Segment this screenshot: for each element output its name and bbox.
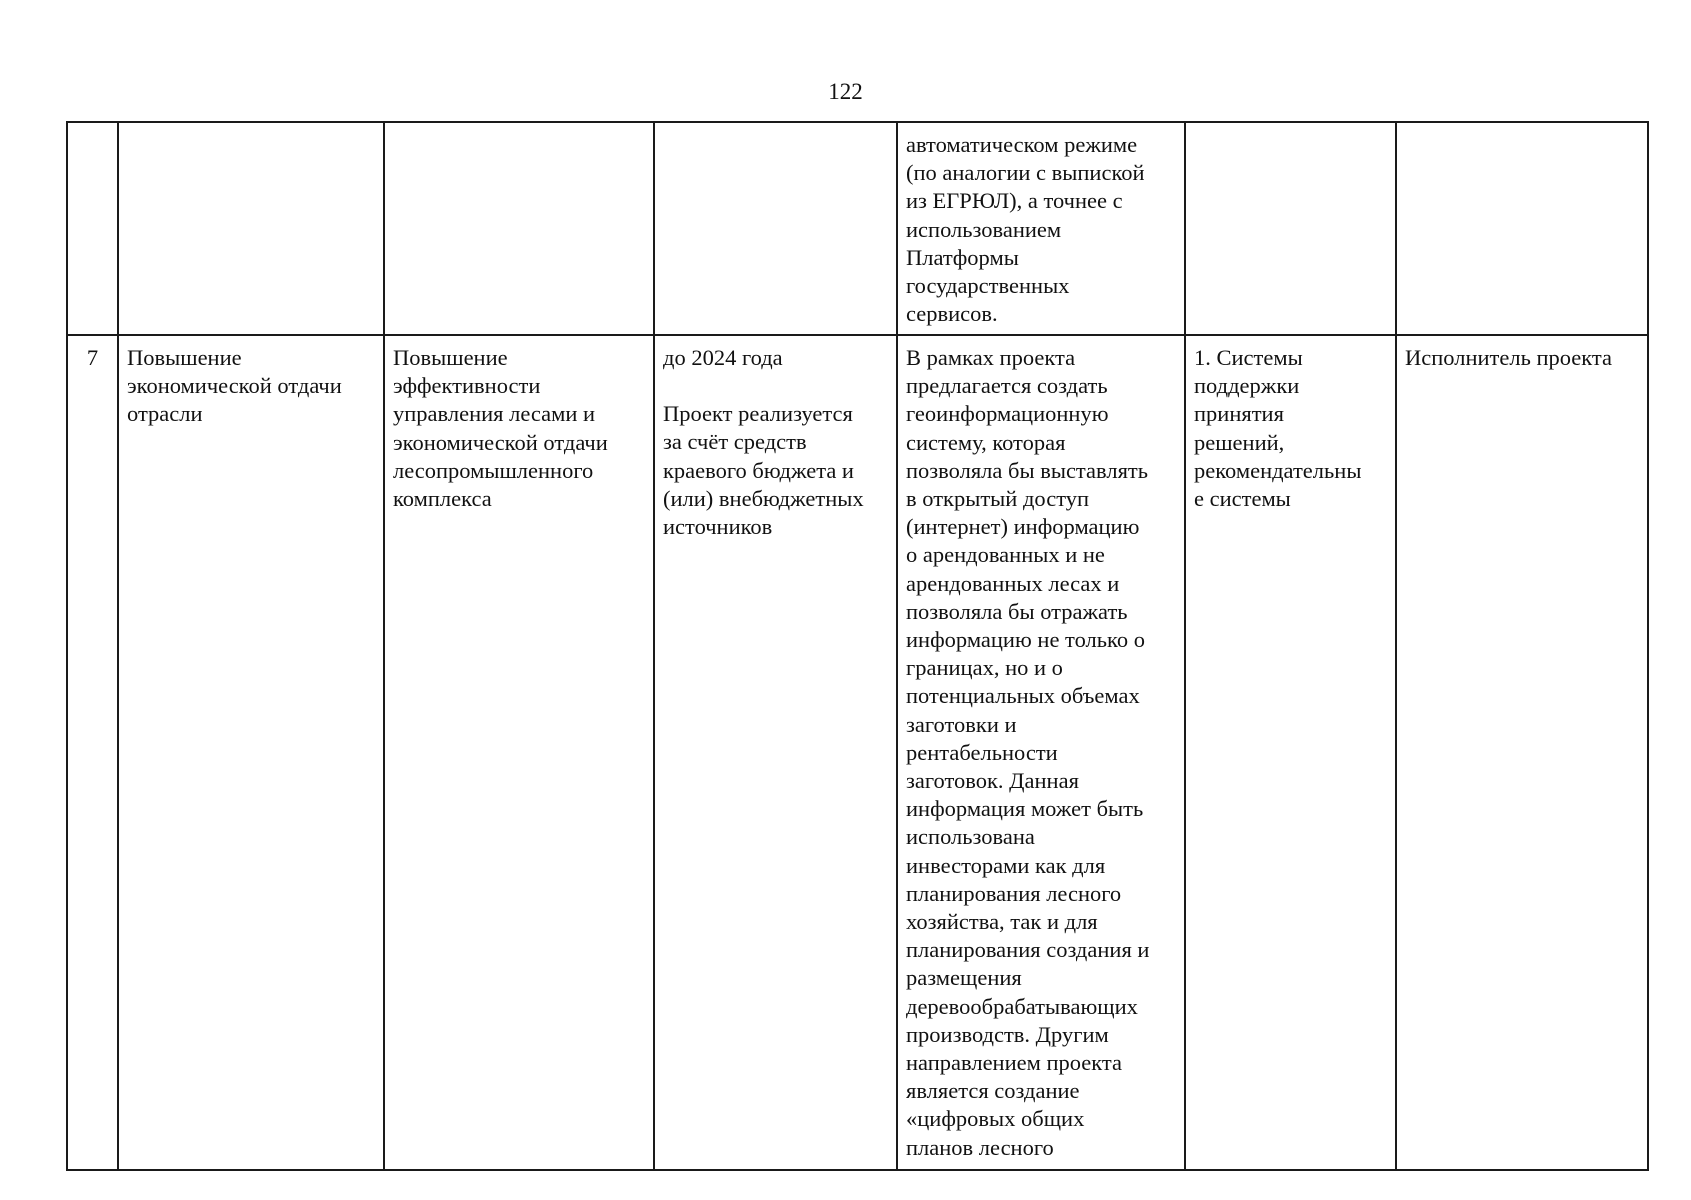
cell-description bbox=[897, 335, 1185, 1170]
cell-task bbox=[384, 122, 654, 335]
row-number: 7 bbox=[86, 345, 99, 370]
cell-technologies bbox=[1185, 335, 1396, 1170]
cell-task bbox=[384, 335, 654, 1170]
cell-goal bbox=[118, 122, 384, 335]
cell-deadline bbox=[654, 122, 897, 335]
task-text: Повышение эффективности управления лесами и экономической отдачи лесопромышленного комплекса bbox=[393, 345, 608, 512]
cell-goal bbox=[118, 335, 384, 1170]
description-text: В рамках проекта предлагается создать геоинформационную систему, которая позволяла бы выставлять в открытый доступ (интернет) информацию о арендованных и не арендованных лесах и позволяла бы отражать информацию не только о границах, но и о потенциальных объемах заготовки и рентабельности заготовок. Данная информация может быть использована инвесторами как для планирования лесного хозяйства, так и для планирования создания и размещения деревообрабатывающих производств. Другим направлением проекта является создание «цифровых общих планов лесного bbox=[906, 345, 1150, 1160]
description-text: автоматическом режиме (по аналогии с выпиской из ЕГРЮЛ), а точнее с использованием Платформы государственных сервисов. bbox=[906, 132, 1145, 327]
table-row-continuation bbox=[67, 122, 1648, 335]
funding-text: Проект реализуется за счёт средств краевого бюджета и (или) внебюджетных источников bbox=[663, 401, 864, 540]
cell-executor bbox=[1396, 335, 1648, 1170]
deadline-text: до 2024 года bbox=[663, 345, 783, 370]
executor-text: Исполнитель проекта bbox=[1405, 345, 1613, 370]
projects-table bbox=[66, 121, 1649, 1171]
goal-text: Повышение экономической отдачи отрасли bbox=[127, 345, 342, 427]
spacer bbox=[663, 372, 888, 400]
table-row-7 bbox=[67, 335, 1648, 1170]
cell-technologies bbox=[1185, 122, 1396, 335]
cell-number bbox=[67, 122, 118, 335]
cell-deadline bbox=[654, 335, 897, 1170]
page-number: 122 bbox=[828, 79, 863, 104]
cell-description bbox=[897, 122, 1185, 335]
technologies-text: 1. Системы поддержки принятия решений, рекомендательны е системы bbox=[1194, 345, 1362, 512]
cell-number bbox=[67, 335, 118, 1170]
cell-executor bbox=[1396, 122, 1648, 335]
